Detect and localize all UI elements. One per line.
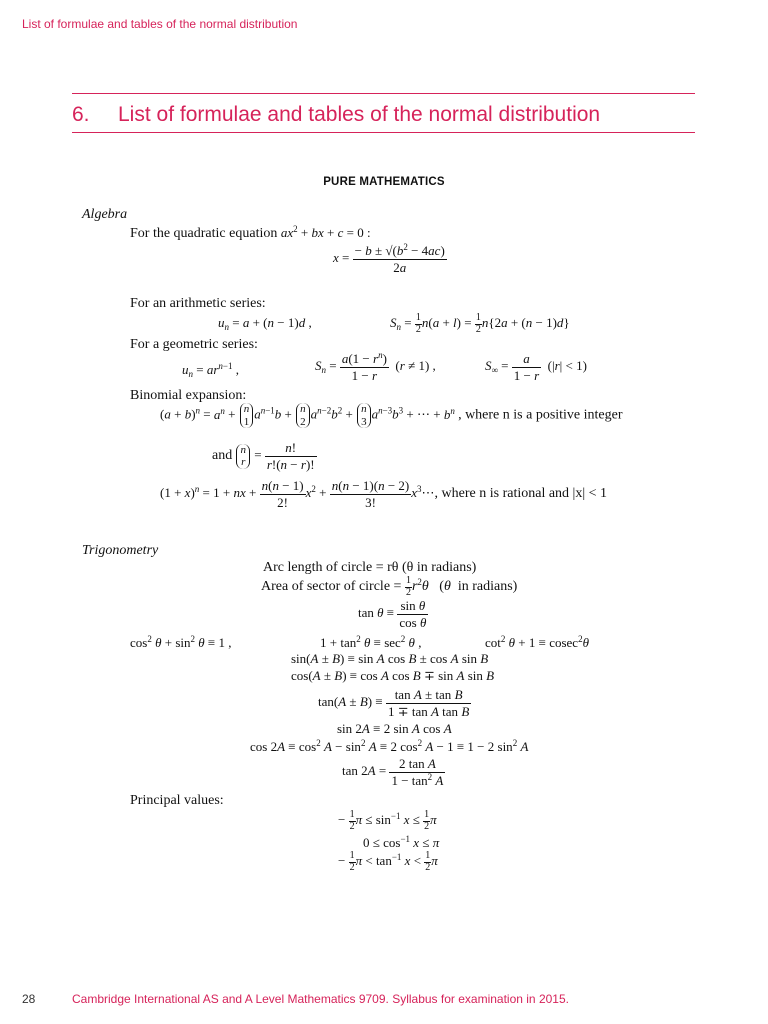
tan-double-angle: tan 2A = $\frac{\text{2 tan A}}{1 - \tan^2 A}$ (342, 756, 444, 788)
binomial-label: Binomial expansion: (130, 388, 247, 403)
page-number: 28 (22, 992, 36, 1006)
sector-area-formula: Area of sector of circle = $\frac{1}{2}$ $r^2\theta$ (θ in radians) (261, 575, 518, 598)
title-rule-top (72, 93, 695, 94)
cos-double-angle: $\cos 2A \equiv \cos^2 A - \sin^2 A \equiv 2$ $\cos^2 A - 1 \equiv 1 - 2$ $\sin^2 A$ (250, 738, 529, 754)
and-word: and (212, 448, 233, 464)
general-binomial-formula: $(1 + x)^n = 1$ + nx + $\frac{n(n - 1)}{2!}$ $x^2$ + $\frac{n(n - 1)(n - 2)}{3!}$ $x^3\cdots$, where n is rational and |x| < 1 (160, 478, 608, 510)
arithmetic-sn-formula: $S_n$ = $\frac{1}{2}$ n(a + l) = $\frac{1}{2}$ n{2a + (n − 1)d} (390, 312, 570, 335)
pythagorean-identity: $\cos^2 \theta + \sin^2 \theta \equiv 1$ , (130, 634, 232, 650)
quadratic-label: For the quadratic equation $ax^2$ + bx + c = 0 : (130, 224, 371, 241)
arctan-range: − $\frac{1}{2}$ $\pi < \tan^{-1} x$ < $\frac{1}{2}$ π (338, 850, 438, 873)
sin-double-angle: sin 2A ≡ 2 sin A cos A (337, 721, 452, 736)
quadratic-formula: x = $\frac{- b \pm √(b^2 - 4ac)}{2a}$ (333, 242, 445, 275)
trigonometry-heading: Trigonometry (82, 543, 159, 558)
binomial-coefficient-formula: and n r = $\frac{n!}{r!(n - r)!}$ (212, 440, 315, 472)
sec-identity: $1 + \tan^2 \theta \equiv \sec^2 \theta$ , (320, 634, 422, 650)
geometric-un-formula: $u_n = ar^{n-1}$ , (182, 361, 239, 379)
geometric-sinf-formula: $S_\infty$ = $\frac{a}{1 - r}$ (|r| < 1) (485, 351, 587, 383)
chapter-number: 6. (72, 103, 90, 126)
footer-text: Cambridge International AS and A Level Mathematics 9709. Syllabus for examination in 2015. (72, 992, 569, 1006)
binomial-expansion-formula: $(a + b)^n = a^n$ + n 1 $a^{n-1}b$ + n 2 $a^{n-2}b^2$ + n 3 $a^{n-3}b^3$ + ⋯ + $b^n$ , where n is a positive integer (160, 403, 623, 428)
sin-compound-formula: sin(A ± B) ≡ sin A cos B ± cos A sin B (291, 651, 489, 666)
tan-identity: tan θ ≡ $\frac{\text{sin θ}}{\text{cos θ}}$ (358, 598, 427, 630)
geometric-sn-formula: $S_n$ = $\frac{a(1 - r^n)}{1 - r}$ (r ≠ 1) , (315, 350, 436, 383)
binomial-note: , where n is a positive integer (458, 407, 623, 423)
tan-compound-formula: tan(A ± B) ≡ $\frac{\text{tan A ± tan B}}{\text{1 ∓ tan A tan B}}$ (318, 687, 470, 719)
cos-compound-formula: cos(A ± B) ≡ cos A cos B ∓ sin A sin B (291, 668, 495, 683)
arc-length-formula: Arc length of circle = rθ (θ in radians) (263, 560, 477, 575)
section-heading: PURE MATHEMATICS (323, 176, 445, 188)
chapter-title-text: List of formulae and tables of the normal distribution (118, 103, 601, 126)
algebra-heading: Algebra (82, 207, 128, 222)
arcsin-range: − $\frac{1}{2}$ $\pi \le \sin^{-1} x$ ≤ $\frac{1}{2}$ π (338, 809, 437, 832)
arccos-range: $0 \le \cos^{-1} x \le \pi$ (363, 834, 440, 850)
running-header: List of formulae and tables of the normal distribution (22, 17, 298, 31)
chapter-title (72, 103, 600, 127)
arithmetic-label: For an arithmetic series: (130, 296, 266, 311)
arithmetic-un-formula: $u_n = a + (n - 1)d$ , (218, 315, 312, 332)
geometric-label: For a geometric series: (130, 337, 258, 352)
quadratic-label-text: For the quadratic equation (130, 226, 278, 241)
title-rule-bottom (72, 132, 695, 133)
principal-values-label: Principal values: (130, 793, 224, 808)
cosec-identity: $\cot^2 \theta + 1 \equiv cosec^2\theta$ (485, 634, 589, 650)
rational-note: , where n is rational and |x| < 1 (434, 486, 608, 502)
